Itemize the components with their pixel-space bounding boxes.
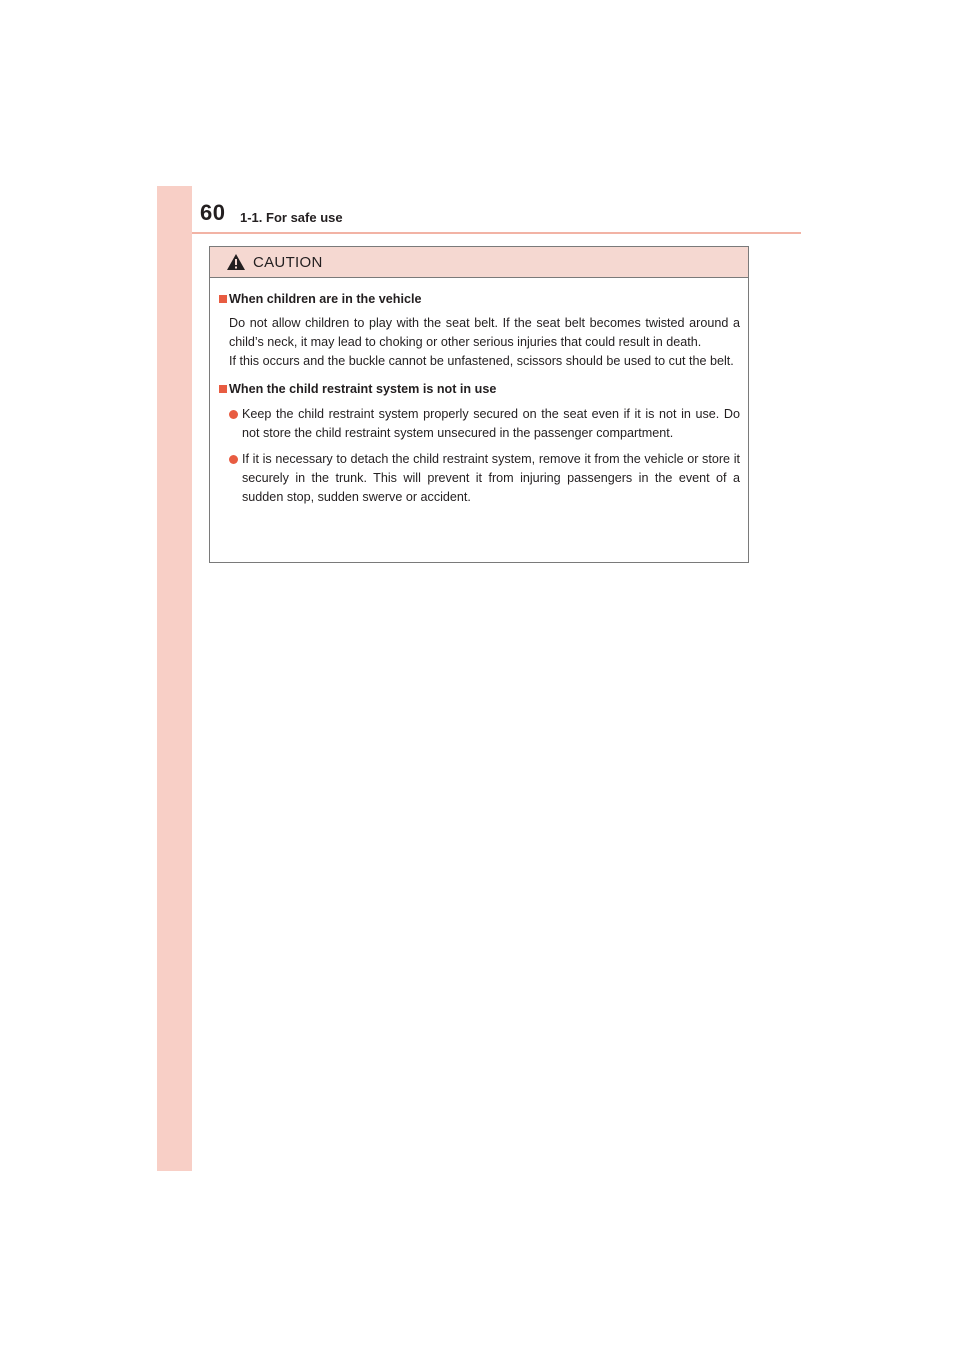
square-bullet-icon	[219, 385, 227, 393]
caution-box	[209, 246, 749, 563]
caution-header	[210, 247, 748, 278]
item-title-text: When the child restraint system is not in use	[229, 382, 497, 396]
side-tab-bar	[157, 186, 192, 1171]
paragraph: Do not allow children to play with the seat belt. If the seat belt becomes twisted around a child’s neck, it may lead to choking or other serious injuries that could result in death.	[229, 316, 740, 349]
list-item	[229, 450, 740, 507]
dot-bullet-icon	[229, 410, 238, 419]
dot-bullet-icon	[229, 455, 238, 464]
caution-label: CAUTION	[253, 253, 323, 271]
paragraph: If this occurs and the buckle cannot be unfastened, scissors should be used to cut the belt.	[229, 354, 734, 368]
section-title: 1-1. For safe use	[240, 210, 343, 225]
item-title	[219, 290, 740, 309]
header-rule	[192, 232, 801, 234]
caution-body	[210, 278, 748, 507]
page-number: 60	[200, 200, 226, 225]
list-item	[229, 405, 740, 443]
item-title	[219, 380, 740, 399]
warning-triangle-icon	[226, 253, 246, 271]
list-item-text: If it is necessary to detach the child restraint system, remove it from the vehicle or store it securely in the trunk. This will prevent it from injuring passengers in the event of a sudden stop, sudden swerve or accident.	[242, 452, 740, 504]
square-bullet-icon	[219, 295, 227, 303]
list-item-text: Keep the child restraint system properly secured on the seat even if it is not in use. Do not store the child restraint system unsecured in the passenger compartment.	[242, 407, 740, 440]
item-title-text: When children are in the vehicle	[229, 292, 422, 306]
